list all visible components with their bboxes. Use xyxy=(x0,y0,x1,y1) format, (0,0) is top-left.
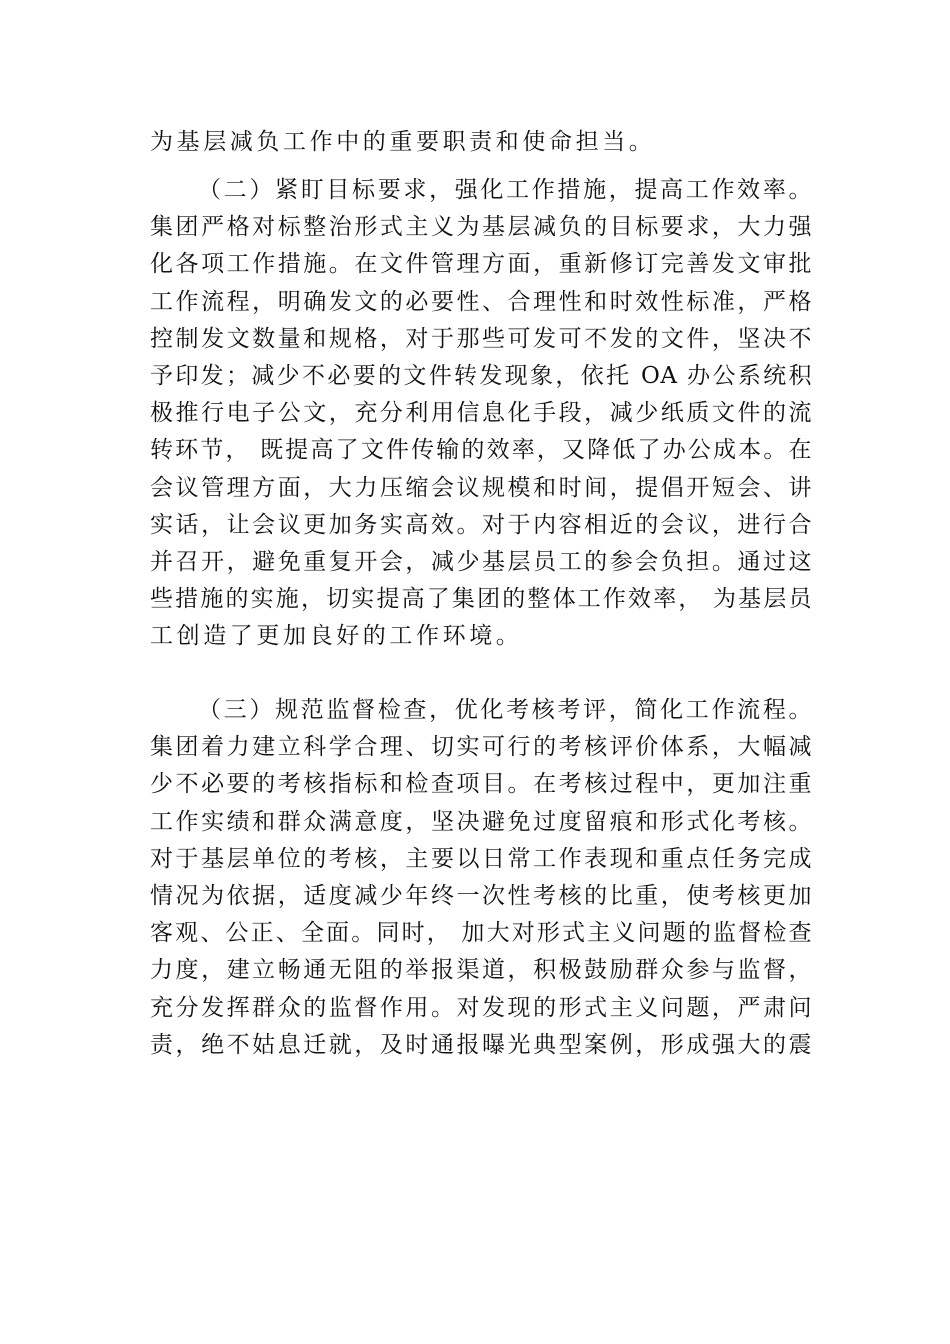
text-line: 客观、公正、全面。同时， 加大对形式主义问题的监督检查 xyxy=(150,920,812,947)
text-line: 控制发文数量和规格，对于那些可发可不发的文件，坚决不 xyxy=(150,325,812,352)
text-line: 充分发挥群众的监督作用。对发现的形式主义问题，严肃问 xyxy=(150,994,812,1021)
paragraph-continuation xyxy=(150,124,812,161)
text-line: 力度，建立畅通无阻的举报渠道，积极鼓励群众参与监督， xyxy=(150,957,812,984)
text-line: 化各项工作措施。在文件管理方面，重新修订完善发文审批 xyxy=(150,251,812,278)
text-line: 情况为依据，适度减少年终一次性考核的比重，使考核更加 xyxy=(150,882,812,909)
section-heading-line: （二）紧盯目标要求，强化工作措施，提高工作效率。 xyxy=(198,177,812,203)
text-line: 集团着力建立科学合理、切实可行的考核评价体系，大幅减 xyxy=(150,734,812,761)
text-line: 予印发；减少不必要的文件转发现象，依托 OA 办公系统积 xyxy=(150,362,812,389)
text-line: 为基层减负工作中的重要职责和使命担当。 xyxy=(150,129,656,155)
section-heading-line: （三）规范监督检查，优化考核考评，简化工作流程。 xyxy=(198,697,812,723)
paragraph-section-two xyxy=(150,172,812,655)
text-line: 责，绝不姑息迁就，及时通报曝光典型案例，形成强大的震 xyxy=(150,1031,812,1058)
text-line: 实话，让会议更加务实高效。对于内容相近的会议，进行合 xyxy=(150,511,812,538)
text-line: 工作流程，明确发文的必要性、合理性和时效性标准，严格 xyxy=(150,288,812,315)
text-line: 集团严格对标整治形式主义为基层减负的目标要求，大力强 xyxy=(150,214,812,241)
text-line: 并召开，避免重复开会，减少基层员工的参会负担。通过这 xyxy=(150,548,812,575)
text-line: 极推行电子公文，充分利用信息化手段，减少纸质文件的流 xyxy=(150,400,812,427)
text-line: 些措施的实施，切实提高了集团的整体工作效率， 为基层员 xyxy=(150,586,812,613)
text-line: 工创造了更加良好的工作环境。 xyxy=(150,623,523,650)
text-line: 工作实绩和群众满意度，坚决避免过度留痕和形式化考核。 xyxy=(150,808,812,835)
text-line: 对于基层单位的考核，主要以日常工作表现和重点任务完成 xyxy=(150,845,812,872)
paragraph-section-three xyxy=(150,692,812,1064)
text-line: 转环节， 既提高了文件传输的效率，又降低了办公成本。在 xyxy=(150,437,812,464)
text-line: 少不必要的考核指标和检查项目。在考核过程中，更加注重 xyxy=(150,771,812,798)
text-line: 会议管理方面，大力压缩会议规模和时间，提倡开短会、讲 xyxy=(150,474,812,501)
